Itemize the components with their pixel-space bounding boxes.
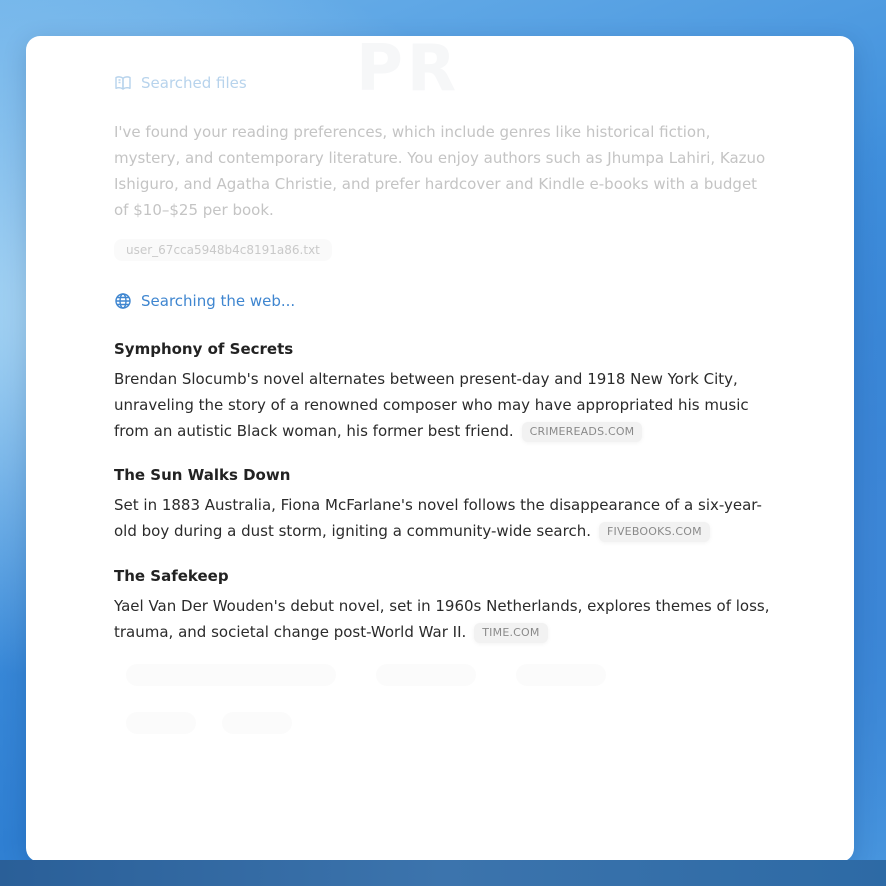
faded-placeholder — [126, 712, 196, 734]
result-description-text: Yael Van Der Wouden's debut novel, set in 1960s Netherlands, explores themes of loss, trauma, and societal change post-World War II. — [114, 597, 770, 641]
faded-placeholder — [126, 664, 336, 686]
searching-web-label: Searching the web... — [141, 292, 296, 310]
search-result — [114, 340, 774, 444]
result-description — [114, 593, 774, 645]
faded-placeholder — [376, 664, 476, 686]
result-title: The Sun Walks Down — [114, 466, 291, 484]
file-search-summary: I've found your reading preferences, which include genres like historical fiction, mystery, and contemporary literature. You enjoy authors such as Jhumpa Lahiri, Kazuo Ishiguro, and Agatha Christie, and prefer hardcover and Kindle e-books with a budget of $10–$25 per book. — [114, 123, 766, 219]
result-description-text: Set in 1883 Australia, Fiona McFarlane's novel follows the disappearance of a six-year-old boy during a dust storm, igniting a community-wide search. — [114, 496, 762, 540]
result-description — [114, 366, 774, 444]
source-citation[interactable]: TIME.COM — [474, 623, 547, 643]
result-title: The Safekeep — [114, 567, 229, 585]
bottom-band — [0, 860, 886, 886]
result-title: Symphony of Secrets — [114, 340, 294, 358]
searching-web-step[interactable] — [114, 292, 295, 310]
result-description-text: Brendan Slocumb's novel alternates between present-day and 1918 New York City, unraveling the story of a renowned composer who may have appropriated his music from an autistic Black woman, his former best friend. — [114, 370, 749, 440]
search-result — [114, 466, 774, 544]
result-description — [114, 492, 774, 544]
faded-placeholder — [222, 712, 292, 734]
chat-panel — [26, 36, 854, 862]
searched-files-step[interactable] — [114, 74, 247, 92]
search-result — [114, 567, 774, 645]
file-chip[interactable]: user_67cca5948b4c8191a86.txt — [114, 239, 332, 261]
source-citation[interactable]: FIVEBOOKS.COM — [599, 522, 710, 542]
searched-files-label: Searched files — [141, 74, 247, 92]
source-citation[interactable]: CRIMEREADS.COM — [522, 422, 643, 442]
book-icon — [114, 74, 132, 92]
globe-icon — [114, 292, 132, 310]
faded-placeholder — [516, 664, 606, 686]
faded-background-text: PR — [356, 36, 461, 106]
